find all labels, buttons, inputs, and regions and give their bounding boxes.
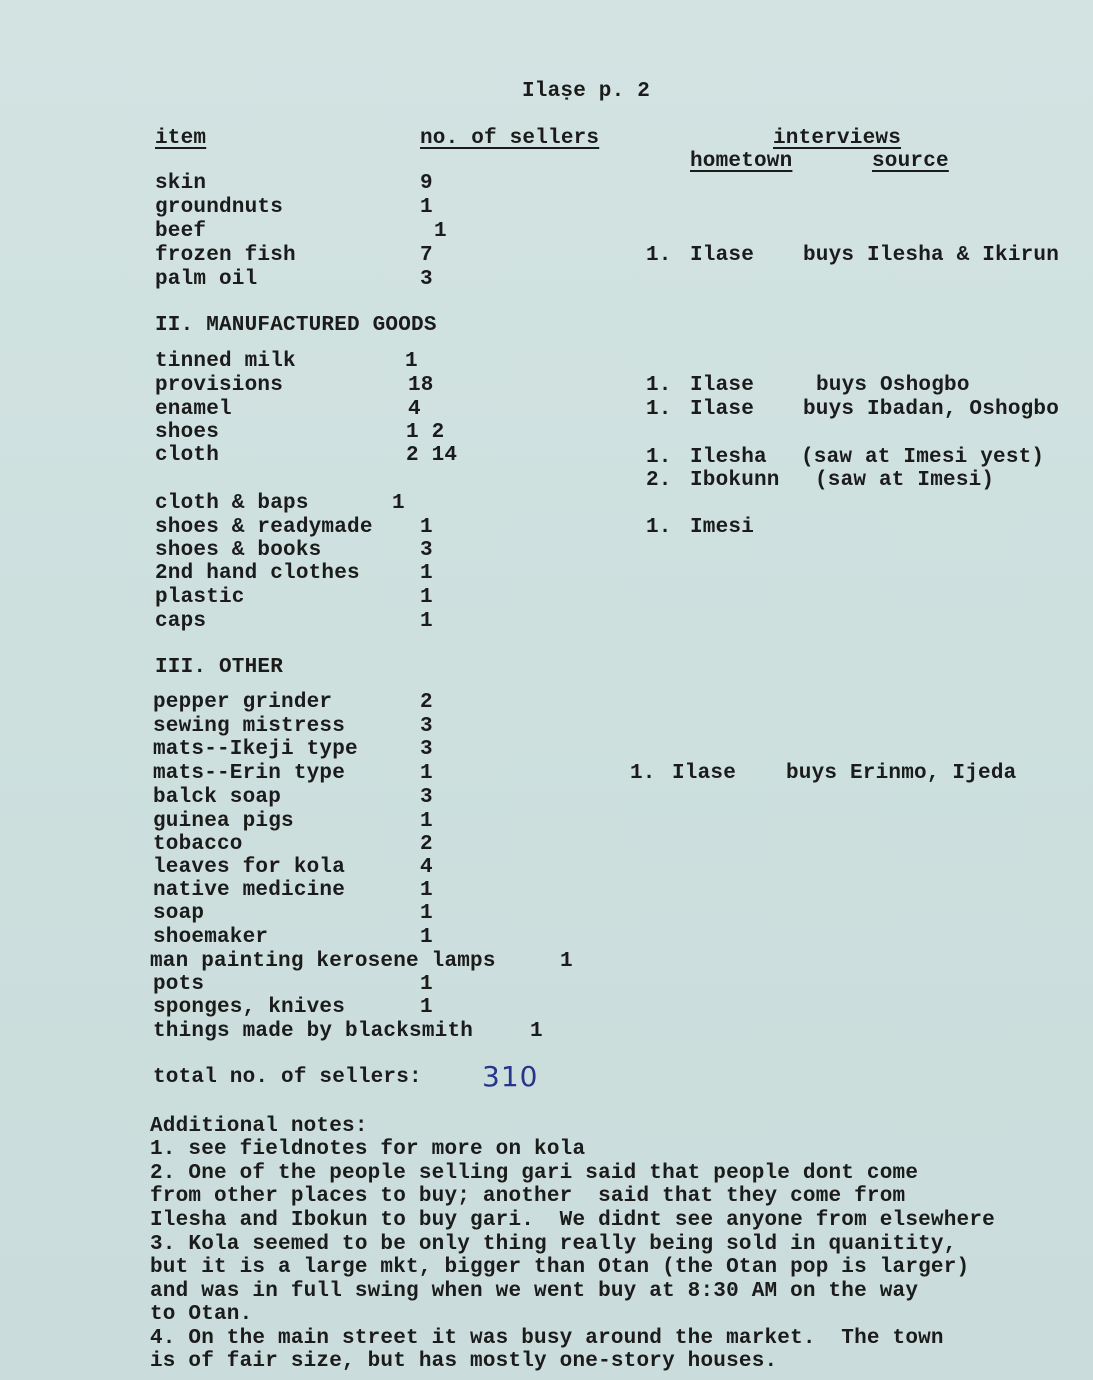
item-count: 4 bbox=[420, 856, 433, 879]
item-name: beef bbox=[155, 220, 207, 243]
interview-number: 1. bbox=[646, 516, 672, 539]
note-line: 4. On the main street it was busy around the market. The town bbox=[150, 1327, 944, 1350]
note-line: Ilesha and Ibokun to buy gari. We didnt see anyone from elsewhere bbox=[150, 1209, 995, 1232]
item-count: 2 bbox=[420, 691, 433, 714]
item-name: mats--Ikeji type bbox=[153, 738, 358, 761]
header-item: item bbox=[155, 127, 207, 150]
item-count: 1 bbox=[420, 516, 433, 539]
item-count: 18 bbox=[408, 374, 434, 397]
item-count: 3 bbox=[420, 786, 433, 809]
item-name: native medicine bbox=[153, 879, 346, 902]
item-count: 1 bbox=[420, 562, 433, 585]
interview-number: 1. bbox=[646, 446, 672, 469]
item-name: sewing mistress bbox=[153, 715, 346, 738]
interview-hometown: Imesi bbox=[690, 516, 755, 539]
interview-number: 1. bbox=[646, 244, 672, 267]
item-name: plastic bbox=[155, 586, 245, 609]
item-count: 1 bbox=[420, 973, 433, 996]
item-name: 2nd hand clothes bbox=[155, 562, 360, 585]
note-line: to Otan. bbox=[150, 1303, 253, 1326]
item-count: 1 bbox=[434, 220, 447, 243]
item-name: pepper grinder bbox=[153, 691, 333, 714]
item-name: things made by blacksmith bbox=[153, 1020, 474, 1043]
item-count: 1 bbox=[420, 586, 433, 609]
interview-source: buys Erinmo, Ijeda bbox=[786, 762, 1017, 785]
section-heading: III. OTHER bbox=[155, 656, 284, 679]
item-count: 1 bbox=[420, 196, 433, 219]
interview-source: buys Oshogbo bbox=[816, 374, 970, 397]
note-line: and was in full swing when we went buy at 8:30 AM on the way bbox=[150, 1280, 919, 1303]
item-count: 1 bbox=[420, 810, 433, 833]
item-count: 1 bbox=[405, 350, 418, 373]
item-name: pots bbox=[153, 973, 205, 996]
item-count: 1 bbox=[530, 1020, 543, 1043]
item-name: frozen fish bbox=[155, 244, 296, 267]
header-interviews: interviews bbox=[773, 127, 902, 150]
total-handwritten-value: 310 bbox=[482, 1060, 539, 1093]
interview-number: 2. bbox=[646, 469, 672, 492]
item-name: palm oil bbox=[155, 268, 258, 291]
interview-number: 1. bbox=[646, 374, 672, 397]
item-count: 3 bbox=[420, 268, 433, 291]
item-count: 1 bbox=[420, 879, 433, 902]
item-name: man painting kerosene lamps bbox=[150, 950, 496, 973]
item-count: 2 14 bbox=[406, 444, 458, 467]
page-title: Ilaṣe p. 2 bbox=[522, 80, 651, 103]
total-label: total no. of sellers: bbox=[153, 1066, 422, 1089]
interview-number: 1. bbox=[646, 398, 672, 421]
item-name: tinned milk bbox=[155, 350, 296, 373]
item-count: 1 2 bbox=[406, 421, 445, 444]
item-name: sponges, knives bbox=[153, 996, 346, 1019]
item-count: 7 bbox=[420, 244, 433, 267]
item-name: groundnuts bbox=[155, 196, 284, 219]
interview-hometown: Ilase bbox=[690, 244, 755, 267]
header-sellers: no. of sellers bbox=[420, 127, 600, 150]
section-heading: II. MANUFACTURED GOODS bbox=[155, 314, 437, 337]
item-name: leaves for kola bbox=[153, 856, 346, 879]
interview-source: buys Ilesha & Ikirun bbox=[803, 244, 1060, 267]
note-line: but it is a large mkt, bigger than Otan (the Otan pop is larger) bbox=[150, 1256, 970, 1279]
header-hometown: hometown bbox=[690, 150, 793, 173]
item-name: enamel bbox=[155, 398, 232, 421]
interview-number: 1. bbox=[630, 762, 656, 785]
item-count: 1 bbox=[392, 492, 405, 515]
item-count: 1 bbox=[420, 926, 433, 949]
interview-source: buys Ibadan, Oshogbo bbox=[803, 398, 1060, 421]
item-name: guinea pigs bbox=[153, 810, 294, 833]
item-name: tobacco bbox=[153, 833, 243, 856]
note-line: 2. One of the people selling gari said that people dont come bbox=[150, 1162, 919, 1185]
item-count: 1 bbox=[420, 996, 433, 1019]
item-name: soap bbox=[153, 902, 205, 925]
item-count: 1 bbox=[420, 762, 433, 785]
note-line: is of fair size, but has mostly one-story houses. bbox=[150, 1350, 778, 1373]
interview-hometown: Ilase bbox=[672, 762, 737, 785]
item-count: 3 bbox=[420, 715, 433, 738]
item-count: 1 bbox=[420, 902, 433, 925]
note-line: 3. Kola seemed to be only thing really being sold in quanitity, bbox=[150, 1233, 957, 1256]
notes-heading: Additional notes: bbox=[150, 1115, 368, 1138]
interview-hometown: Ilase bbox=[690, 398, 755, 421]
item-name: shoes & readymade bbox=[155, 516, 373, 539]
item-count: 1 bbox=[420, 610, 433, 633]
interview-hometown: Ibokunn bbox=[690, 469, 780, 492]
interview-source: (saw at Imesi) bbox=[815, 469, 995, 492]
header-source: source bbox=[872, 150, 949, 173]
item-name: shoes bbox=[155, 421, 220, 444]
item-name: mats--Erin type bbox=[153, 762, 346, 785]
item-name: provisions bbox=[155, 374, 284, 397]
interview-hometown: Ilase bbox=[690, 374, 755, 397]
item-name: skin bbox=[155, 172, 207, 195]
interview-source: (saw at Imesi yest) bbox=[801, 446, 1045, 469]
item-name: shoes & books bbox=[155, 539, 322, 562]
item-count: 4 bbox=[408, 398, 421, 421]
item-name: shoemaker bbox=[153, 926, 269, 949]
item-count: 3 bbox=[420, 539, 433, 562]
item-name: caps bbox=[155, 610, 207, 633]
interview-hometown: Ilesha bbox=[690, 446, 767, 469]
item-name: cloth bbox=[155, 444, 220, 467]
item-name: cloth & baps bbox=[155, 492, 309, 515]
item-name: balck soap bbox=[153, 786, 282, 809]
note-line: 1. see fieldnotes for more on kola bbox=[150, 1138, 586, 1161]
item-count: 2 bbox=[420, 833, 433, 856]
item-count: 1 bbox=[560, 950, 573, 973]
item-count: 3 bbox=[420, 738, 433, 761]
note-line: from other places to buy; another said that they come from bbox=[150, 1185, 906, 1208]
item-count: 9 bbox=[420, 172, 433, 195]
